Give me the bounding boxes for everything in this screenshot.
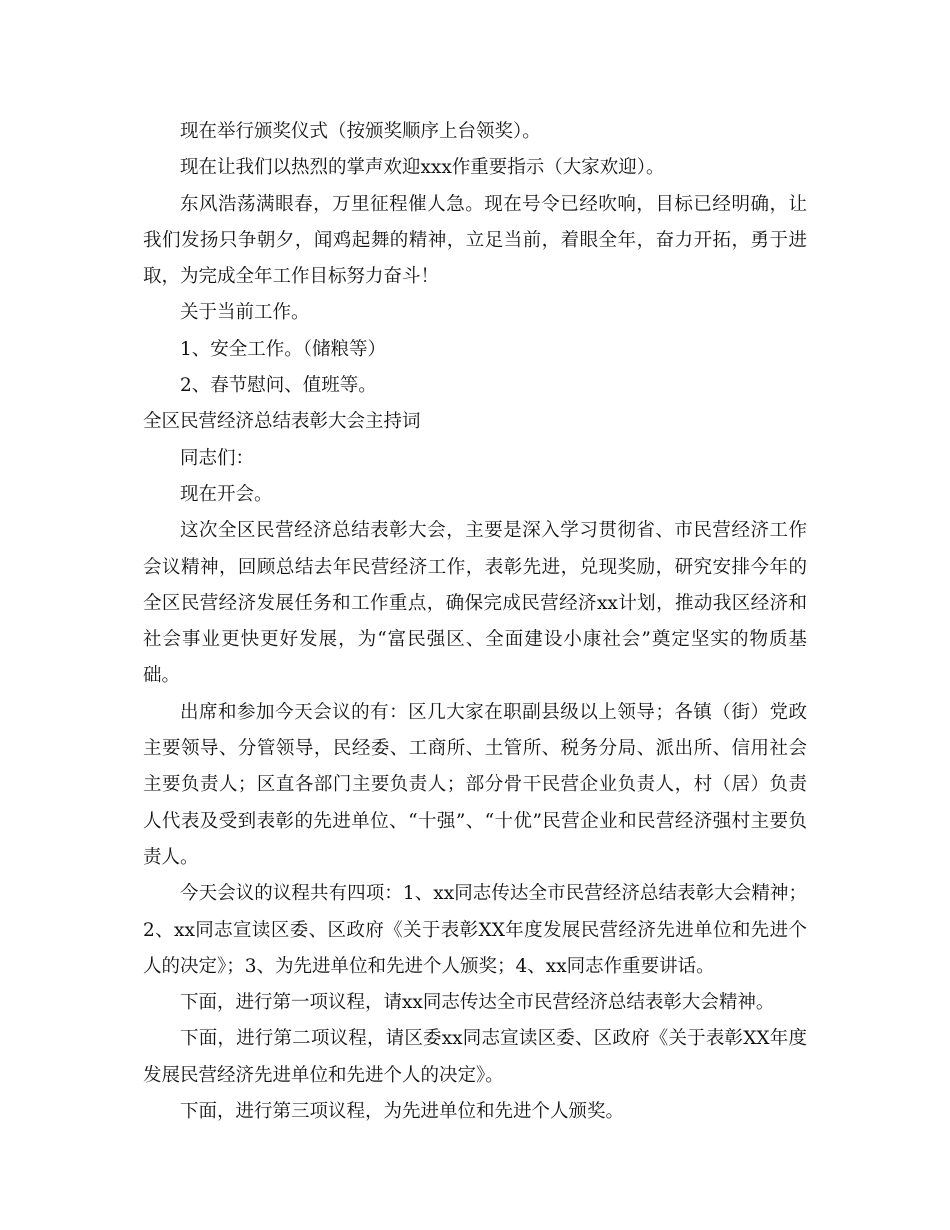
- paragraph-closing-exhortation: 东风浩荡满眼春，万里征程催人急。现在号令已经吹响，目标已经明确，让我们发扬只争朝夕，闻鸡起舞的精神，立足当前，着眼全年，奋力开拓，勇于进取，为完成全年工作目标努力奋斗！: [143, 193, 807, 288]
- paragraph-meeting-purpose: 这次全区民营经济总结表彰大会，主要是深入学习贯彻省、市民营经济工作会议精神，回顾总结去年民营经济工作，表彰先进，兑现奖励，研究安排今年的全区民营经济发展任务和工作重点，确保完成民营经济xx计划，推动我区经济和社会事业更快更好发展，为“富民强区、全面建设小康社会”奠定坚实的物质基础。: [143, 520, 807, 687]
- paragraph-welcome-instruction: 现在让我们以热烈的掌声欢迎xxx作重要指示（大家欢迎）。: [180, 157, 665, 179]
- paragraph-agenda-item-3: 下面，进行第三项议程，为先进单位和先进个人颁奖。: [180, 1101, 625, 1123]
- paragraph-attendees: 出席和参加今天会议的有：区几大家在职副县级以上领导；各镇（街）党政主要领导、分管领导，民经委、工商所、土管所、税务分局、派出所、信用社会主要负责人；区直各部门主要负责人；部分骨干民营企业负责人，村（居）负责人代表及受到表彰的先进单位、“十强”、“十优”民营企业和民营经济强村主要负责人。: [143, 701, 807, 868]
- paragraph-meeting-open: 现在开会。: [180, 483, 273, 505]
- paragraph-current-work: 关于当前工作。: [180, 302, 310, 324]
- section-title: 全区民营经济总结表彰大会主持词: [143, 411, 421, 433]
- list-item-spring-festival: 2、春节慰问、值班等。: [180, 375, 377, 397]
- paragraph-award-ceremony: 现在举行颁奖仪式（按颁奖顺序上台领奖）。: [180, 121, 541, 142]
- document-body: [143, 114, 807, 1130]
- paragraph-agenda-item-1: 下面，进行第一项议程，请xx同志传达全市民营经济总结表彰大会精神。: [180, 992, 775, 1014]
- paragraph-agenda-item-2: 下面，进行第二项议程，请区委xx同志宣读区委、区政府《关于表彰XX年度发展民营经济先进单位和先进个人的决定》。: [143, 1028, 807, 1086]
- paragraph-agenda: 今天会议的议程共有四项：1、xx同志传达全市民营经济总结表彰大会精神；2、xx同志宣读区委、区政府《关于表彰XX年度发展民营经济先进单位和先进个人的决定》；3、为先进单位和先进个人颁奖；4、xx同志作重要讲话。: [143, 883, 807, 977]
- paragraph-salutation: 同志们：: [180, 447, 255, 469]
- list-item-safety-work: 1、安全工作。（储粮等）: [180, 338, 387, 360]
